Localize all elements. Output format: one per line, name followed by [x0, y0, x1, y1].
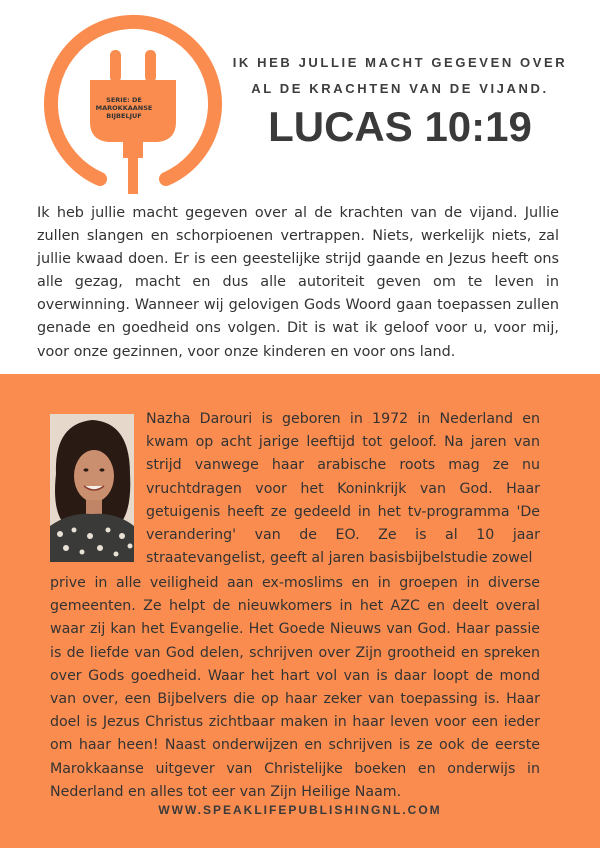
author-bio-bottom: prive in alle veiligheid aan ex-moslims en in groepen in diverse gemeenten. Ze helpt de nieuwkomers in het AZC en deelt overal waar zij kan het Evangelie. Het Goede Nieuws van God. Haar passie is de liefde van God delen, schrijven over Zijn grootheid en spreken over Gods goedheid. Waar het hart vol van is daar loopt de mond van over, een Bijbelvers die op haar zeker van toepassing is. Haar doel is Jezus Christus zichtbaar maken in haar leven voor een ieder om haar heen! Naast onderwijzen en schrijven is ze ook de eerste Marokkaanse uitgever van Christelijke boeken en onderwijs in Nederland en alles tot eer van Zijn Heilige Naam.	[50, 575, 540, 800]
intro-paragraph: Ik heb jullie macht gegeven over al de krachten van de vijand. Jullie zullen slangen en schorpioenen vertrappen. Niets, werkelijk niets, zal jullie kwaad doen. Er is een geestelijke strijd gaande en Jezus heeft ons alle gezag, macht en dus alle autoriteit geven om te leven in overwinning. Wanneer wij gelovigen Gods Woord gaan toepassen zullen genade en goedheid ons volgen. Dit is wat ik geloof voor u, voor mij, voor onze gezinnen, voor onze kinderen en voor ons land.	[37, 205, 559, 360]
series-label: SERIE: DE MAROKKAANSE BIJBELJUF	[95, 96, 153, 120]
author-photo	[50, 414, 134, 562]
author-portrait-image	[50, 414, 134, 562]
verse-tagline: IK HEB JULLIE MACHT GEGEVEN OVER AL DE KRACHTEN VAN DE VIJAND.	[232, 55, 568, 96]
verse-reference: LUCAS 10:19	[268, 103, 532, 150]
website-link[interactable]: WWW.SPEAKLIFEPUBLISHINGNL.COM	[158, 803, 442, 817]
author-bio-top: Nazha Darouri is geboren in 1972 in Nederland en kwam op acht jarige leeftijd tot geloof. Na jaren van strijd vanwege haar arabische roots mag ze nu vruchtdragen voor het Koninkrijk van God. Haar getuigenis heeft ze gedeeld in het tv-programma 'De verandering' van de EO. Ze is al 10 jaar straatevangelist, geeft al jaren basisbijbelstudie zowel	[146, 411, 540, 567]
